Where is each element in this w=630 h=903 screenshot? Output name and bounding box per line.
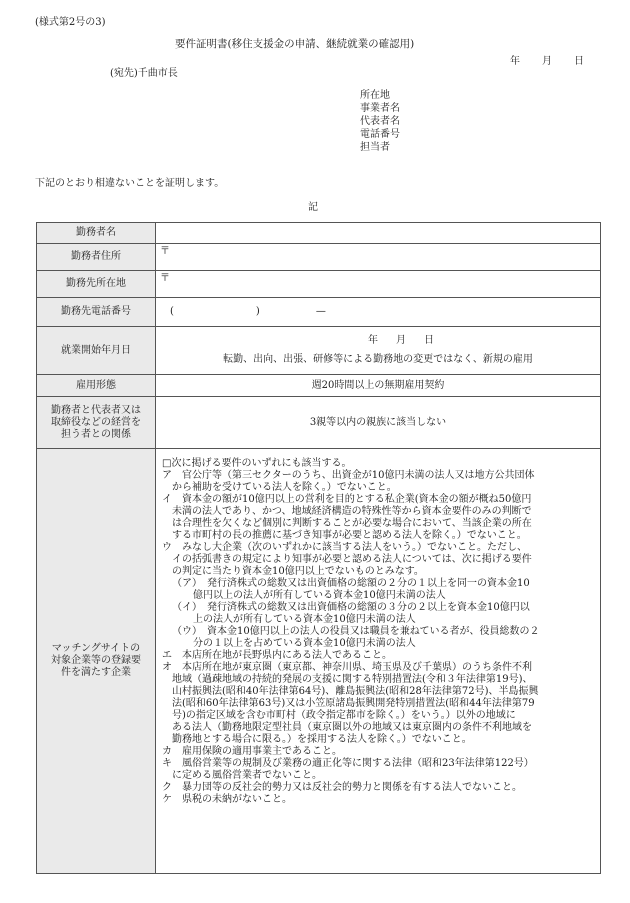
row-worker-address [37, 244, 601, 271]
matching-site-label [37, 449, 156, 874]
requirement-item: ウ みなし大企業（次のいずれかに該当する法人をいう。）でないこと。ただし、 [162, 542, 527, 553]
date-line [510, 56, 584, 68]
matching-label-line: マッチングサイトの [51, 643, 141, 654]
requirements-table [36, 222, 601, 874]
postal-mark: 〒 [160, 246, 170, 257]
requirement-subitem: （ア） 発行済株式の総数又は出資価格の総額の２分の１以上を同一の資本金10 [172, 578, 530, 589]
requirement-subitem: （ウ） 資本金10億円以上の法人の役員又は職員を兼ねている者が、役員総数の２ [172, 626, 540, 637]
row-workplace-address [37, 271, 601, 298]
requirement-item: エ 本店所在地が長野県内にある法人であること。 [162, 650, 392, 661]
requirement-subitem: （イ） 発行済株式の総数又は出資価格の総額の３分の２以上を資本金10億円以 [172, 602, 530, 613]
start-date-line [160, 335, 596, 347]
worker-name-label: 勤務者名 [37, 223, 156, 244]
requirement-item: カ 雇用保険の適用事業主であること。 [162, 746, 342, 757]
employment-type-label: 雇用形態 [37, 375, 156, 397]
requirement-item: 未満の法人であり、かつ、地域経済構造の特殊性等から資本金要件のみの判断で [172, 506, 532, 517]
requirement-item: オ 本店所在地が東京圏（東京都、神奈川県、埼玉県及び千葉県）のうち条件不利 [162, 662, 532, 673]
postal-mark: 〒 [160, 273, 170, 284]
workplace-address-field[interactable] [156, 271, 601, 298]
date-day-label: 日 [574, 56, 584, 67]
requirement-subitem: 上の法人が所有している資本金10億円未満の法人 [193, 614, 416, 625]
requirement-item: 山村振興法(昭和40年法律第64号)、離島振興法(昭和28年法律第72号)、半島振興 [172, 686, 539, 697]
workplace-address-label: 勤務先所在地 [37, 271, 156, 298]
phone-open-paren: ( [170, 306, 174, 317]
requirement-subitem: 分の１以上を占めている資本金10億円未満の法人 [193, 638, 416, 649]
row-employment-type [37, 375, 601, 397]
row-matching-site [37, 449, 601, 874]
requirement-item: 地域（過疎地域の持続的発展の支援に関する特別措置法(令和３年法律第19号)、 [172, 674, 533, 685]
requirement-item: 勤務地とする場合に限る。）を採用する法人を除く。）でないこと。 [172, 734, 472, 745]
requirements-list [156, 449, 601, 874]
certification-statement: 下記のとおり相違ないことを証明します。 [35, 178, 225, 189]
matching-label-line: 対象企業等の登録要 [51, 655, 141, 666]
issuer-representative-label: 代表者名 [360, 116, 400, 127]
requirement-item: から補助を受けている法人を除く。）でないこと。 [172, 482, 397, 493]
relation-label-line: 勤務者と代表者又は [51, 404, 141, 416]
requirement-item: 号)の指定区域を含む市町村（政令指定都市を除く。）をいう。）以外の地域に [172, 710, 516, 721]
employment-type-value: 週20時間以上の無期雇用契約 [156, 375, 601, 397]
relation-value: 3親等以内の親族に該当しない [156, 397, 601, 449]
requirement-item: ク 暴力団等の反社会的勢力又は反社会的勢力と関係を有する法人でないこと。 [162, 782, 522, 793]
ki-marker: 記 [308, 202, 318, 213]
issuer-contact-label: 担当者 [360, 142, 390, 153]
worker-address-field[interactable] [156, 244, 601, 271]
relation-label [37, 397, 156, 449]
start-date-label: 就業開始年月日 [37, 327, 156, 375]
issuer-phone-label: 電話番号 [360, 129, 400, 140]
issuer-block [360, 89, 400, 154]
requirement-item: イの括弧書きの規定により知事が必要と認める法人については、次に掲げる要件 [172, 554, 532, 565]
worker-name-field[interactable] [156, 223, 601, 244]
start-month-label: 月 [396, 335, 406, 346]
phone-label: 勤務先電話番号 [37, 298, 156, 327]
requirement-item: の判定に当たり資本金10億円以上でないものとみなす。 [172, 566, 424, 577]
requirement-item: は合理性を欠くなど個別に判断することが必要な場合において、当該企業の所在 [172, 518, 532, 529]
worker-address-label: 勤務者住所 [37, 244, 156, 271]
phone-close-paren: ) [255, 306, 260, 317]
requirement-item: ある法人（勤務地限定型社員（東京圏以外の地域又は東京圏内の条件不利地域を [172, 722, 532, 733]
row-relation [37, 397, 601, 449]
start-year-label: 年 [368, 335, 378, 346]
date-month-label: 月 [542, 56, 552, 67]
issuer-company-label: 事業者名 [360, 103, 400, 114]
start-date-note: 転勤、出向、出張、研修等による勤務地の変更ではなく、新規の雇用 [223, 354, 533, 365]
phone-field[interactable] [156, 298, 601, 327]
requirement-item: 法(昭和60年法律第63号)又は小笠原諸島振興開発特別措置法(昭和44年法律第79 [172, 698, 535, 709]
requirement-checkbox-line[interactable]: □次に掲げる要件のいずれにも該当する。 [162, 458, 352, 469]
requirement-item: ア 官公庁等（第三セクターのうち、出資金が10億円未満の法人又は地方公共団体 [162, 470, 535, 481]
form-number: (様式第2号の3) [35, 17, 106, 28]
row-start-date [37, 327, 601, 375]
requirement-subitem: 億円以上の法人が所有している資本金10億円未満の法人 [193, 590, 446, 601]
addressee: (宛先)千曲市長 [110, 68, 178, 79]
relation-label-line: 取締役などの経営を [51, 416, 141, 428]
requirement-item: に定める風俗営業者でないこと。 [172, 770, 322, 781]
date-year-label: 年 [510, 56, 520, 67]
requirement-item: する市町村の長の推薦に基づき知事が必要と認める法人を除く。）でないこと。 [172, 530, 527, 541]
relation-label-line: 担う者との関係 [61, 428, 131, 440]
row-phone [37, 298, 601, 327]
requirement-item: イ 資本金の額が10億円以上の営利を目的とする私企業(資本金の額が概ね50億円 [162, 494, 532, 505]
phone-dash: — [315, 306, 326, 317]
issuer-address-label: 所在地 [360, 90, 390, 101]
matching-label-line: 件を満たす企業 [61, 667, 131, 678]
start-date-field[interactable] [156, 327, 601, 375]
row-worker-name [37, 223, 601, 244]
start-day-label: 日 [424, 335, 434, 346]
requirement-item: キ 風俗営業等の規制及び業務の適正化等に関する法律（昭和23年法律第122号） [162, 758, 534, 769]
document-title: 要件証明書(移住支援金の申請、継続就業の確認用) [175, 38, 415, 50]
requirement-item: ケ 県税の未納がないこと。 [162, 794, 292, 805]
